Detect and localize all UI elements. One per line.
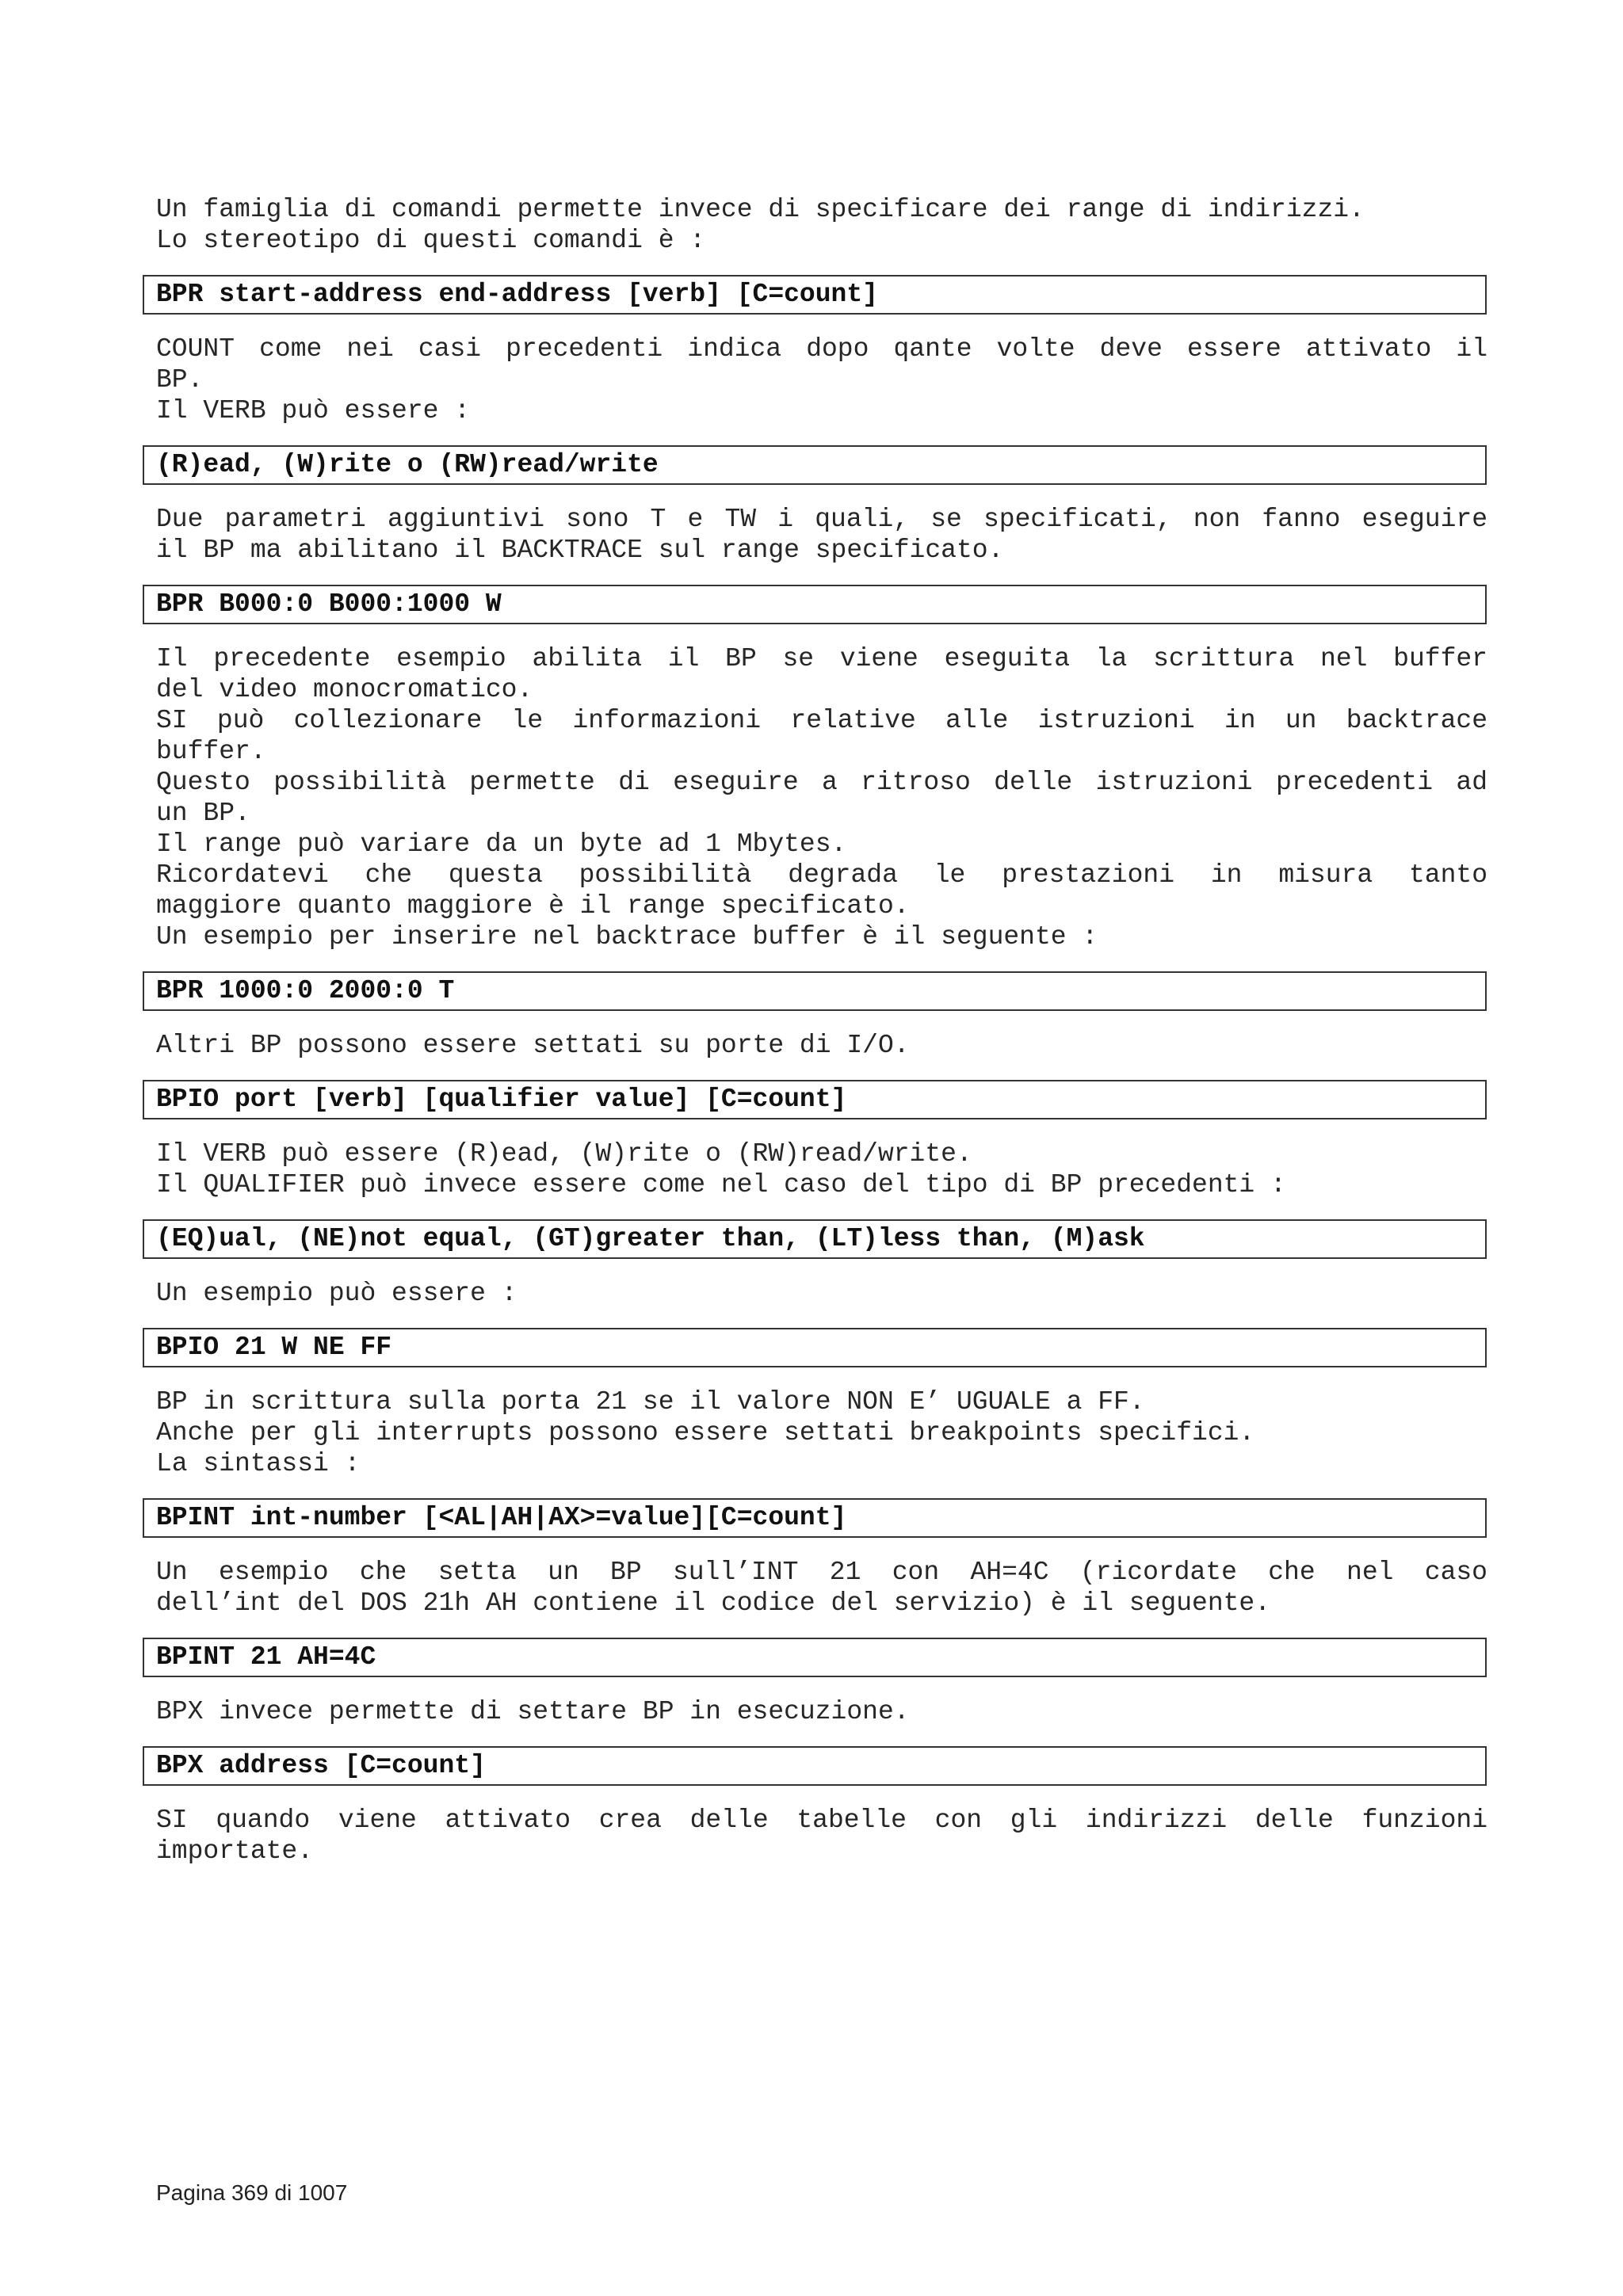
block-gap bbox=[156, 1619, 1487, 1638]
block-gap bbox=[156, 426, 1487, 445]
paragraph bbox=[156, 1557, 1487, 1619]
paragraph-line: un BP. bbox=[156, 799, 250, 828]
command-syntax-box: BPR start-address end-address [verb] [C=count] bbox=[143, 275, 1487, 315]
paragraph-line: COUNT come nei casi precedenti indica dopo qante volte deve essere attivato il bbox=[156, 334, 1487, 364]
block-gap bbox=[156, 1200, 1487, 1219]
command-syntax-box: BPINT int-number [<AL|AH|AX>=value][C=count] bbox=[143, 1498, 1487, 1538]
paragraph-line: Ricordatevi che questa possibilità degrada le prestazioni in misura tanto bbox=[156, 860, 1487, 890]
paragraph-line: Un esempio può essere : bbox=[156, 1279, 517, 1308]
block-gap bbox=[156, 1061, 1487, 1080]
block-gap bbox=[156, 1309, 1487, 1328]
paragraph bbox=[156, 643, 1487, 952]
command-syntax-box: BPINT 21 AH=4C bbox=[143, 1638, 1487, 1677]
paragraph-line: Altri BP possono essere settati su porte di I/O. bbox=[156, 1031, 910, 1060]
paragraph-line: buffer. bbox=[156, 737, 266, 766]
paragraph bbox=[156, 1278, 1487, 1309]
paragraph-line: Il VERB può essere (R)ead, (W)rite o (RW)read/write. bbox=[156, 1139, 972, 1169]
block-gap bbox=[156, 256, 1487, 275]
paragraph-line: Due parametri aggiuntivi sono T e TW i quali, se specificati, non fanno eseguire bbox=[156, 505, 1487, 534]
block-gap bbox=[156, 1677, 1487, 1696]
block-gap bbox=[156, 1259, 1487, 1278]
page-footer: Pagina 369 di 1007 bbox=[156, 2180, 348, 2205]
paragraph-line: Il range può variare da un byte ad 1 Mbytes. bbox=[156, 830, 847, 859]
paragraph bbox=[156, 194, 1487, 256]
block-gap bbox=[156, 624, 1487, 643]
page-content bbox=[156, 194, 1487, 1867]
paragraph bbox=[156, 1386, 1487, 1479]
paragraph bbox=[156, 1696, 1487, 1727]
block-gap bbox=[156, 1538, 1487, 1557]
paragraph-line: dell’int del DOS 21h AH contiene il codice del servizio) è il seguente. bbox=[156, 1589, 1271, 1618]
paragraph-line: Anche per gli interrupts possono essere settati breakpoints specifici. bbox=[156, 1418, 1255, 1447]
block-gap bbox=[156, 1011, 1487, 1030]
paragraph bbox=[156, 1805, 1487, 1867]
paragraph bbox=[156, 1138, 1487, 1200]
paragraph bbox=[156, 1030, 1487, 1061]
paragraph-line: Il QUALIFIER può invece essere come nel caso del tipo di BP precedenti : bbox=[156, 1170, 1286, 1199]
block-gap bbox=[156, 952, 1487, 971]
paragraph-line: Il VERB può essere : bbox=[156, 396, 471, 425]
block-gap bbox=[156, 485, 1487, 504]
paragraph-line: Un esempio che setta un BP sull’INT 21 con AH=4C (ricordate che nel caso bbox=[156, 1558, 1487, 1587]
paragraph-line: Un esempio per inserire nel backtrace buffer è il seguente : bbox=[156, 922, 1098, 952]
paragraph-line: maggiore quanto maggiore è il range specificato. bbox=[156, 891, 910, 921]
paragraph-line: Lo stereotipo di questi comandi è : bbox=[156, 226, 706, 255]
block-gap bbox=[156, 315, 1487, 334]
paragraph-line: Questo possibilità permette di eseguire a ritroso delle istruzioni precedenti ad bbox=[156, 768, 1487, 797]
paragraph-line: SI può collezionare le informazioni relative alle istruzioni in un backtrace bbox=[156, 706, 1487, 735]
command-syntax-box: (EQ)ual, (NE)not equal, (GT)greater than, (LT)less than, (M)ask bbox=[143, 1219, 1487, 1259]
command-syntax-box: BPR 1000:0 2000:0 T bbox=[143, 971, 1487, 1011]
command-syntax-box: BPIO port [verb] [qualifier value] [C=count] bbox=[143, 1080, 1487, 1119]
paragraph-line: importate. bbox=[156, 1836, 314, 1866]
paragraph-line: BPX invece permette di settare BP in esecuzione. bbox=[156, 1697, 910, 1726]
block-gap bbox=[156, 566, 1487, 585]
command-syntax-box: (R)ead, (W)rite o (RW)read/write bbox=[143, 445, 1487, 485]
paragraph-line: La sintassi : bbox=[156, 1449, 361, 1478]
paragraph-line: del video monocromatico. bbox=[156, 675, 533, 704]
paragraph-line: il BP ma abilitano il BACKTRACE sul range specificato. bbox=[156, 536, 1004, 565]
block-gap bbox=[156, 1786, 1487, 1805]
paragraph bbox=[156, 504, 1487, 566]
paragraph-line: Il precedente esempio abilita il BP se viene eseguita la scrittura nel buffer bbox=[156, 644, 1487, 673]
block-gap bbox=[156, 1479, 1487, 1498]
paragraph-line: Un famiglia di comandi permette invece di specificare dei range di indirizzi. bbox=[156, 195, 1365, 224]
block-gap bbox=[156, 1119, 1487, 1138]
block-gap bbox=[156, 1367, 1487, 1386]
paragraph-line: SI quando viene attivato crea delle tabelle con gli indirizzi delle funzioni bbox=[156, 1806, 1487, 1835]
command-syntax-box: BPR B000:0 B000:1000 W bbox=[143, 585, 1487, 624]
paragraph-line: BP in scrittura sulla porta 21 se il valore NON E’ UGUALE a FF. bbox=[156, 1387, 1145, 1417]
command-syntax-box: BPX address [C=count] bbox=[143, 1746, 1487, 1786]
command-syntax-box: BPIO 21 W NE FF bbox=[143, 1328, 1487, 1367]
paragraph bbox=[156, 334, 1487, 426]
paragraph-line: BP. bbox=[156, 365, 204, 395]
block-gap bbox=[156, 1727, 1487, 1746]
